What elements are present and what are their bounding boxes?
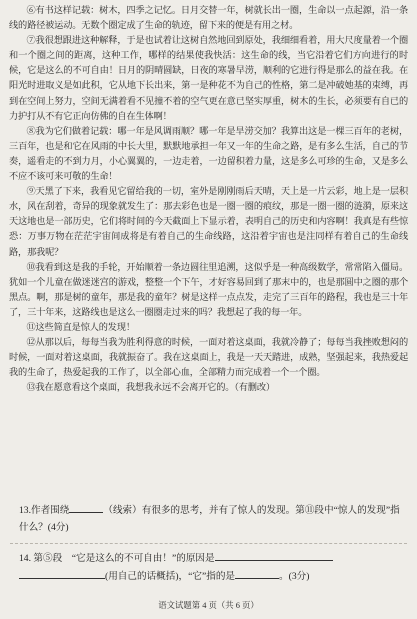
- question-13-text-b: （线索）有很多的思考，并有了惊人的发现。第⑪段中“惊人的发现”指什么？(4分): [19, 505, 400, 533]
- question-13-answer-blank[interactable]: [69, 501, 103, 513]
- reading-passage: [9, 3, 408, 395]
- question-14-number: 14.: [19, 553, 31, 564]
- question-14-referent-blank[interactable]: [235, 567, 279, 579]
- question-14-reason-blank-cont[interactable]: [19, 567, 105, 579]
- question-13: [19, 501, 401, 536]
- question-14: [19, 549, 401, 585]
- paragraph-8: ⑧我为它们做着记载：哪一年是风调雨顺？哪一年是旱涝交加？我算出这是一棵三百年的老树，三百年，也是和它在风雨的中长大里，默默地承担一年又一年的生命之路，是有多么生活，自己的节奏，遥看走的不到力月，小心翼翼的，一边走着，一边留积着力量，这是多么可珍的生命，又是多么不应不该可来可敬的生命！: [9, 125, 408, 183]
- section-divider: [10, 543, 407, 544]
- paragraph-6: ⑥有书这样记载：树木，四季之记忆。日月交替一年，树就长出一圈，生命以一点起源，沿一条线的路径被运动。无数个圈定成了生命的轨迹，留下来的便是有用之材。: [9, 5, 408, 32]
- paragraph-10: ⑩我看到这是我的手轮，开始顺着一条边圆往里追溯，这似乎是一种高级数学，常常陷入僵局。犹如一个儿童在做迷迷宫的游戏，整整一个下午，才好容易回到了那末中的，也是那圆中之圈的那个黑点。啊，那是树的童年，那是我的童年？树是这样一点点发，走完了三百年的路程，我也是三十年了，三十年来，这路线也是这么一圈圈走过来的吗？我想起了我的每一年。: [9, 261, 408, 318]
- question-14-points: 。(3分): [279, 571, 310, 582]
- paragraph-11: ⑪这些简直是惊人的发现！: [26, 321, 135, 333]
- paragraph-13: ⑬我在愿意看这个桌面，我想我永远不会离开它的。（有删改）: [26, 382, 275, 394]
- question-14-text-a: 第⑤段 “它是这么的不可自由！”的原因是: [33, 553, 215, 564]
- question-13-number: 13.: [19, 505, 31, 516]
- question-14-reason-blank[interactable]: [215, 549, 333, 561]
- page-footer: 语文试题第 4 页（共 6 页）: [158, 601, 259, 610]
- question-14-text-b: (用自己的话概括)，“它”指的是: [105, 571, 236, 582]
- question-13-text-a: 作者围绕: [31, 505, 70, 516]
- paragraph-9: ⑨天黑了下来，我看见它留给我的一切，室外是刚刚雨后天晴，天上是一片云彩，地上是一层积水，风在刮着，奇异的现象就发生了：那去彩色也是一圈一圈的痕纹，那是一圈一圈的涟漪，原来这天这地也是一部历史，它们将时间的今天截面上下显示着，表明自己的历史和内容啊！我真是有些惊恐：万事万物在茫茫宇宙间成将是有着自己的生命线路，这沿着宇宙也是注同样有着自己的生命线路，那我呢？: [9, 186, 408, 258]
- paragraph-12: ⑫从那以后，每每当我为胜利得意的时候，一面对着这桌面，我就冷静了；每每当我挫败想闷的时候，一面对着这桌面，我就振奋了。我在这桌面上，我是一天天踏进，成熟，坚强起来，我热爱起我的生命了，热爱起我的工作了，以全部心血，全部精力而完成着一个一个圈。: [9, 337, 408, 379]
- paragraph-7: ⑦我很想跟进这种解释，于是也试着让这树自然地回到原处，我细细看着，用大尺度量着一个圈和一个圈之间的距离，这种工作，哪样的结果使我快活：这生命的线，当它沿着它们方向进行的时候，它是这么的不可自由！日月的阴晴圆缺，日夜的寒暑早涝，顺利的它进行得是那么的益在我。在阳光时进取义是如此积，它从地下长出来，第一是种花不为自己的性格，第二是冲破她基的束缚，再到在空间上努力，空间无满着看不见撞不着的空气更在意已坚实厚重，树木的生长，必须要有自已的力护打从不有它正向仿佛的自在生体啊！: [9, 35, 408, 122]
